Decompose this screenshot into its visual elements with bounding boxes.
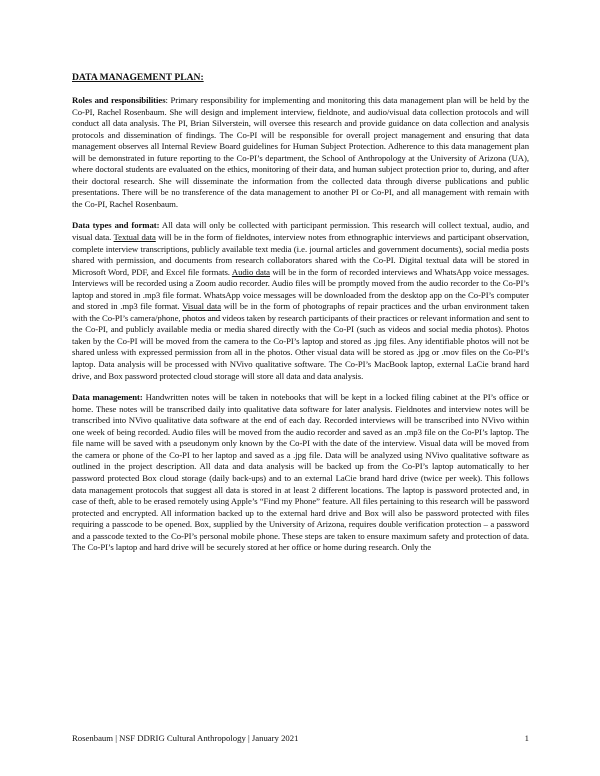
textual-data-term: Textual data xyxy=(113,232,156,243)
footer-text: Rosenbaum | NSF DDRIG Cultural Anthropology | January 2021 xyxy=(72,733,299,743)
page-number: 1 xyxy=(524,733,529,743)
roles-body: : Primary responsibility for implementing and monitoring this data management plan will be held by the Co-PI, Rachel Rosenbaum. She will design and implement interview, fieldnote, and audio/visual data collection protocols and will conduct all data analysis. The PI, Brian Silverstein, will oversee this research and provide guidance on data collection and analysis protocols and dissemination of findings. The Co-PI will be responsible for overall project management and ensuring that data management observes all Internal Review Board guidelines for Human Subject Protection. Adherence to this data management plan will be demonstrated in future reporting to the Co-PI’s department, the School of Anthropology at the University of Arizona (UA), where doctoral students are evaluated on the ethics, monitoring of their data, and human subject protection prior to, during, and after their doctoral research. She will disseminate the information from the collected data through diverse publications and public presentations. There will be no transference of the data management to another PI or Co-PI, and all management with remain with the Co-PI, Rachel Rosenbaum. xyxy=(72,95,529,209)
data-types-body-3: will be in the form of recorded interviews and WhatsApp voice messages. Interviews will be recorded using a Zoom audio recorder. Audio files will be promptly moved from the audio recorder to the Co-PI’s laptop and stored in .mp3 file format. WhatsApp voice messages will be downloaded from the desktop app on the Co-PI’s computer and stored in .mp3 file format. xyxy=(72,266,529,312)
data-types-paragraph xyxy=(72,220,529,382)
document-page xyxy=(72,72,529,564)
roles-heading: Roles and responsibilities xyxy=(72,95,166,105)
audio-data-term: Audio data xyxy=(231,266,270,277)
data-types-body-4: will be in the form of photographs of repair practices and the urban environment taken with the Co-PI’s camera/phone, photos and videos taken by research participants of their practices or relevant information and sent to the Co-PI, and publicly available media or media shared directly with the Co-PI (such as videos and social media photos). Photos taken by the Co-PI will be moved from the camera to the Co-PI’s laptop and stored as .jpg files. Any identifiable photos will not be shared unless with expressed permission from all in the photos. Other visual data will be stored as .jpg or .mov files on the Co-PI’s laptop. Data analysis will be processed with NVivo qualitative software. The Co-PI’s MacBook laptop, external LaCie brand hard drive, and Box password protected cloud storage will store all data and data analysis. xyxy=(72,301,529,381)
page-title: DATA MANAGEMENT PLAN: xyxy=(72,72,204,83)
roles-paragraph xyxy=(72,95,529,210)
data-types-body-1: All data will only be collected with participant permission. This research will collect textual, audio, and visual data. xyxy=(72,220,530,243)
data-management-paragraph xyxy=(72,392,529,554)
data-types-body-2: will be in the form of fieldnotes, interview notes from ethnographic interviews and participant observation, complete interview transcriptions, publicly available text media (i.e. journal articles and government documents), social media posts shared with permission, and documents from research collaborators shared with the Co-PI. Digital textual data will be stored in Microsoft Word, PDF, and Excel file formats. xyxy=(72,232,529,277)
data-types-heading: Data types and format: xyxy=(72,220,160,231)
data-management-heading: Data management: xyxy=(72,392,143,403)
data-management-body: Handwritten notes will be taken in notebooks that will be kept in a locked filing cabinet at the PI’s office or home. These notes will be transcribed daily into qualitative data software for later analysis. Fieldnotes and interview notes will be transcribed into NVivo qualitative data software at the end of each day. Recorded interviews will be transcribed into NVivo within one week of being recorded. Audio files will be moved from the audio recorder and saved as an .mp3 file on the Co-PI’s laptop. The file name will be saved with a pseudonym only known by the Co-PI with the date of the interview. Visual data will be moved from the camera or phone of the Co-PI to her laptop and saved as a .jpg file. Data will be analyzed using NVivo qualitative software as outlined in the project description. All data and data analysis will be backed up from the Co-PI’s laptop automatically to her password protected Box cloud storage (daily back-ups) and to an external LaCie brand hard drive (twice per week). This follows data management protocols that suggest all data is stored in at least 2 different locations. The laptop is password protected and, in case of theft, able to be erased remotely using Apple’s “Find my Phone” feature. All files pertaining to this research will be password protected and encrypted. All information backed up to the external hard drive and Box will also be password protected with files requiring a passcode to be opened. Box, supplied by the University of Arizona, requires double verification protection – a password and a passcode texted to the Co-PI’s personal mobile phone. These steps are taken to ensure maximum safety and protection of data. The Co-PI’s laptop and hard drive will be securely stored at her office or home during research. Only the xyxy=(72,392,529,553)
visual-data-term: Visual data xyxy=(182,301,222,312)
